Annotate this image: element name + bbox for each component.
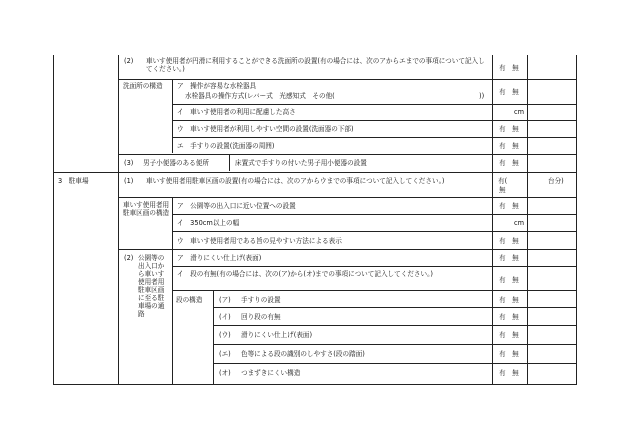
washroom-item-i-unit: cm: [514, 108, 525, 116]
step-item-answer: 有 無: [499, 350, 519, 358]
washroom-item-e: エ 手すりの設置(洗面器の周囲): [177, 142, 275, 150]
urinal-q3-number: (3): [124, 159, 134, 167]
rule: [213, 344, 576, 345]
route-item-i: イ 段の有無(有の場合には、次の(ア)から(オ)までの事項について記入してください。): [177, 270, 433, 278]
parking-q1-answer-yes: 有(: [498, 177, 508, 185]
washroom-item-a-answer: 有 無: [499, 88, 519, 96]
route-q2-label: 公園等の出入口から車いす使用者用駐車区画に至る駐車場の通路: [138, 254, 165, 318]
parking-q1-answer-count: 台分): [548, 177, 564, 185]
parking-item-a: ア 公園等の出入口に近い位置への設置: [177, 202, 296, 210]
route-item-a: ア 滑りにくい仕上げ(表面): [177, 254, 262, 262]
step-item-text: 滑りにくい仕上げ(表面): [241, 331, 313, 339]
rule: [118, 154, 576, 155]
rule: [229, 155, 230, 171]
step-item-text: 回り段の有無: [241, 313, 281, 321]
urinal-q3-answer: 有 無: [499, 159, 519, 167]
step-item-number: (ウ): [219, 331, 231, 339]
rule: [213, 307, 576, 308]
step-item-number: (ア): [219, 296, 231, 304]
rule: [53, 172, 576, 173]
rule: [213, 363, 576, 364]
parking-q1-answer-no: 無: [499, 186, 506, 194]
washroom-q2-number: (2): [124, 57, 134, 65]
parking-structure-label: 車いす使用者用駐車区画の構造: [123, 201, 170, 217]
step-item-answer: 有 無: [499, 313, 519, 321]
rule: [118, 249, 576, 250]
rule: [118, 79, 576, 80]
step-item-answer: 有 無: [499, 369, 519, 377]
parking-item-a-answer: 有 無: [499, 202, 519, 210]
step-item-number: (イ): [219, 313, 231, 321]
rule: [53, 384, 577, 385]
rule: [172, 214, 576, 215]
urinal-q3-text: 床置式で手すりの付いた男子用小便器の設置: [235, 159, 367, 167]
washroom-structure-label: 洗面所の構造: [123, 82, 163, 90]
washroom-item-a: ア 操作が容易な水栓器具: [177, 82, 257, 90]
step-item-number: (オ): [219, 369, 231, 377]
washroom-item-u-answer: 有 無: [499, 125, 519, 133]
washroom-item-a-close: )): [479, 92, 485, 100]
washroom-item-a-method: 水栓器具の操作方式(レバー式 光感知式 その他(: [185, 92, 335, 100]
parking-item-u-answer: 有 無: [499, 237, 519, 245]
rule: [172, 231, 576, 232]
rule: [576, 55, 577, 385]
rule: [172, 79, 173, 153]
rule: [118, 197, 576, 198]
step-item-answer: 有 無: [499, 331, 519, 339]
step-structure-label: 段の構造: [176, 296, 203, 304]
parking-item-i: イ 350cm以上の幅: [177, 219, 240, 227]
step-item-text: 手すりの設置: [241, 296, 281, 304]
step-item-answer: 有 無: [499, 296, 519, 304]
route-q2-number: (2): [124, 254, 134, 262]
parking-q1-number: (1): [124, 177, 134, 185]
parking-item-i-unit: cm: [514, 219, 525, 227]
route-item-a-answer: 有 無: [499, 254, 519, 262]
parking-section-title: 3 駐車場: [58, 177, 89, 185]
rule: [213, 290, 214, 385]
washroom-item-e-answer: 有 無: [499, 142, 519, 150]
step-item-text: つまずきにくい構造: [241, 369, 301, 377]
rule: [118, 55, 119, 385]
parking-q1-text: 車いす使用者用駐車区画の設置(有の場合には、次のアからウまでの事項について記入してください。): [146, 177, 445, 185]
rule: [213, 325, 576, 326]
washroom-q2-text: 車いす使用者が円滑に利用することができる洗面所の設置(有の場合には、次のアからエまでの事項について記入してください。): [146, 57, 485, 73]
rule: [172, 266, 576, 267]
parking-item-u: ウ 車いす使用者用である旨の見やすい方法による表示: [177, 237, 342, 245]
rule: [172, 120, 576, 121]
rule: [53, 55, 54, 385]
washroom-q2-answer: 有 無: [499, 64, 519, 72]
step-item-text: 色等による段の識別のしやすさ(段の踏面): [241, 350, 365, 358]
washroom-item-u: ウ 車いす使用者が利用しやすい空間の設置(洗面器の下部): [177, 125, 354, 133]
rule: [172, 249, 173, 385]
rule: [172, 197, 173, 249]
route-item-i-answer: 有 無: [499, 276, 519, 284]
rule: [172, 137, 576, 138]
rule: [172, 290, 576, 291]
rule: [172, 104, 576, 105]
washroom-item-i: イ 車いす使用者の利用に配慮した高さ: [177, 108, 296, 116]
urinal-q3-label: 男子小便器のある便所: [143, 159, 209, 167]
step-item-number: (エ): [219, 350, 231, 358]
